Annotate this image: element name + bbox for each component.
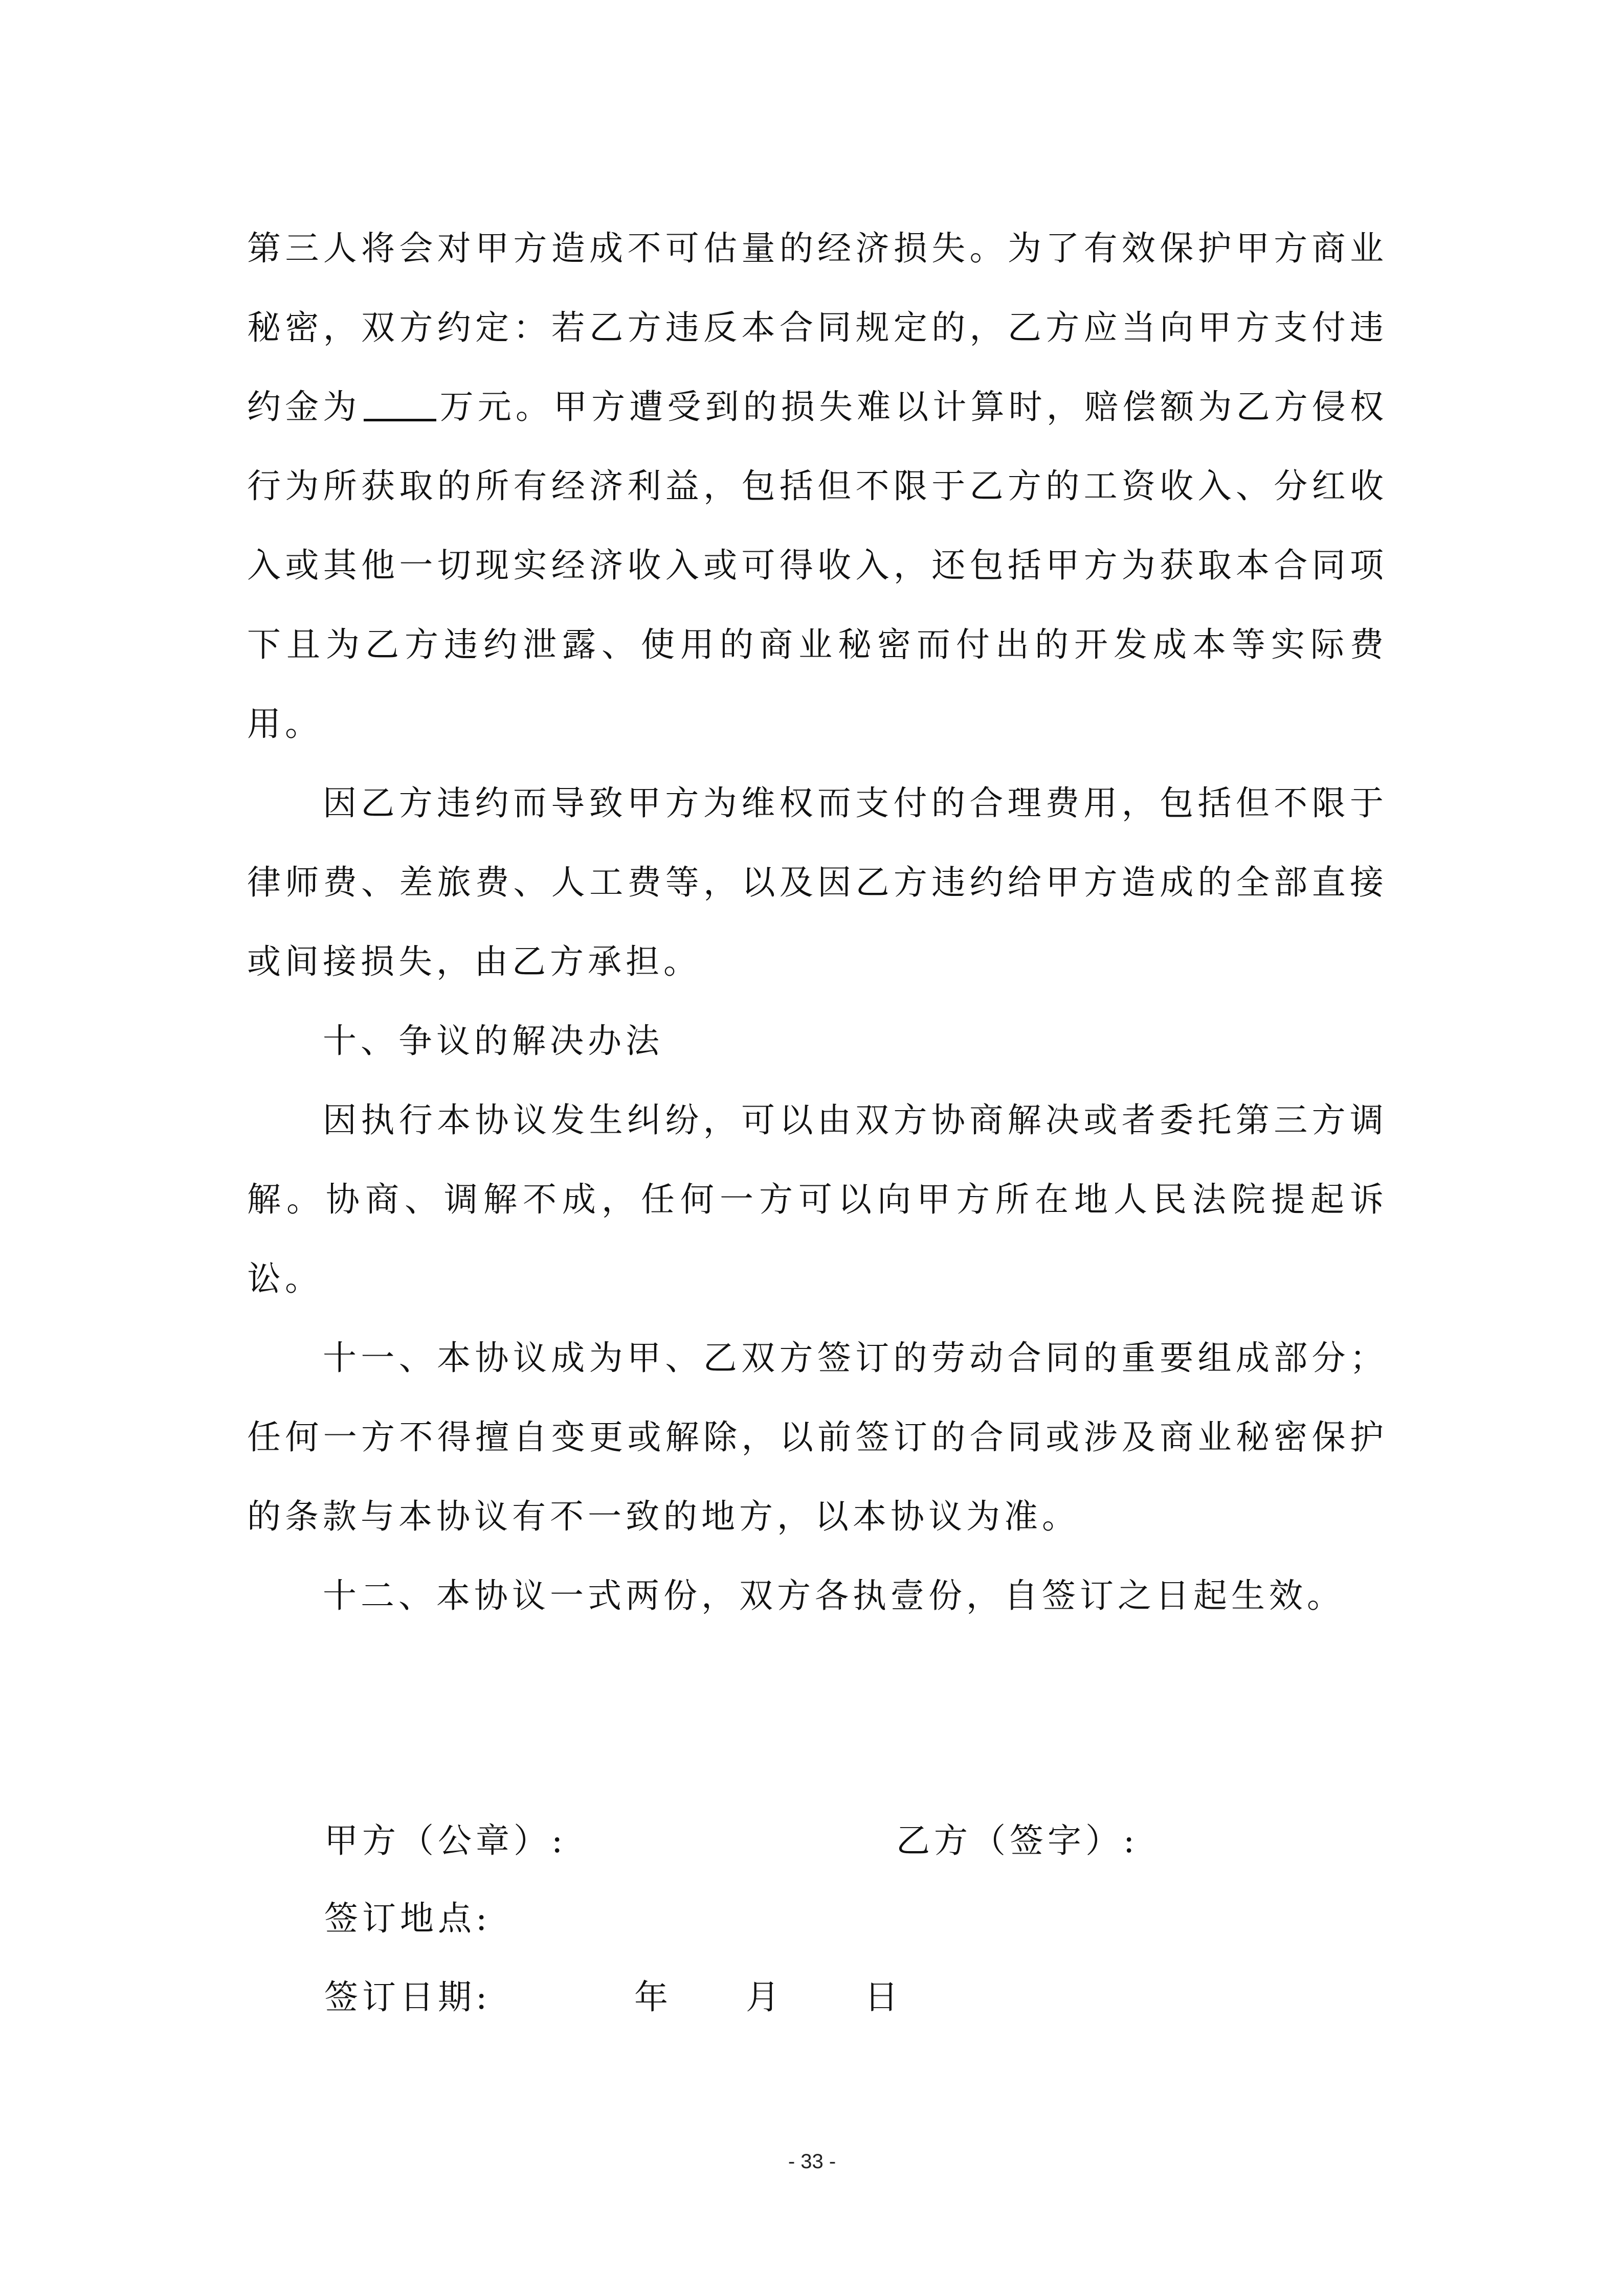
paragraph-liquidated-damages (247, 209, 1388, 763)
contract-body (247, 209, 1388, 1635)
party-a-seal-label: 甲方（公章）: (324, 1821, 567, 1860)
page-number: - 33 - (788, 2150, 836, 2173)
paragraph-clause-twelve: 十二、本协议一式两份，双方各执壹份，自签订之日起生效。 (323, 1576, 1345, 1615)
amount-blank (364, 389, 436, 421)
date-day-label: 日 (864, 1977, 902, 2017)
date-year-label: 年 (634, 1977, 672, 2017)
date-month-label: 月 (746, 1977, 784, 2017)
paragraph-text: 第三人将会对甲方造成不可估量的经济损失。为了有效保护甲方商业秘密，双方约定：若乙方违反本合同规定的，乙方应当向甲方支付违约金为 (247, 229, 1388, 426)
paragraph-clause-eleven: 十一、本协议成为甲、乙双方签订的劳动合同的重要组成部分；任何一方不得擅自变更或解除，以前签订的合同或涉及商业秘密保护的条款与本协议有不一致的地方，以本协议为准。 (247, 1338, 1388, 1536)
section-heading-dispute: 十、争议的解决办法 (323, 1021, 663, 1061)
party-b-signature-label: 乙方（签字）: (896, 1821, 1139, 1860)
signing-date-label: 签订日期: (324, 1977, 492, 2017)
paragraph-text: 万元。甲方遭受到的损失难以计算时，赔偿额为乙方侵权行为所获取的所有经济利益，包括但不限于乙方的工资收入、分红收入或其他一切现实经济收入或可得收入，还包括甲方为获取本合同项下且为乙方违约泄露、使用的商业秘密而付出的开发成本等实际费用。 (247, 387, 1388, 744)
paragraph-dispute-resolution: 因执行本协议发生纠纷，可以由双方协商解决或者委托第三方调解。协商、调解不成，任何一方可以向甲方所在地人民法院提起诉讼。 (247, 1100, 1388, 1298)
signing-place-label: 签订地点: (324, 1899, 492, 1938)
paragraph-reasonable-expenses: 因乙方违约而导致甲方为维权而支付的合理费用，包括但不限于律师费、差旅费、人工费等，以及因乙方违约给甲方造成的全部直接或间接损失，由乙方承担。 (247, 783, 1388, 981)
